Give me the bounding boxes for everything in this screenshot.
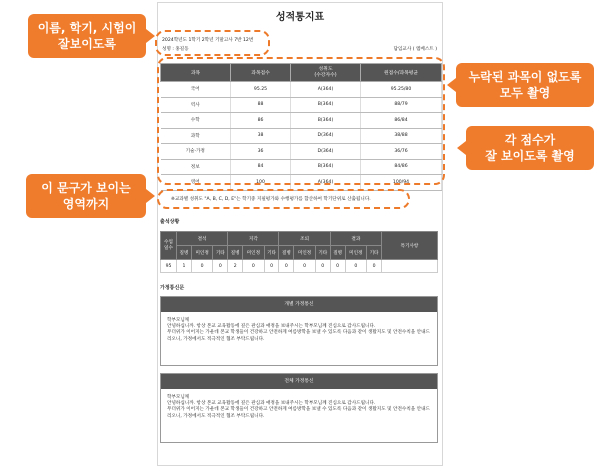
personal-comment-title: 개별 가정통신	[161, 297, 437, 312]
att-sub-header: 기타	[213, 246, 228, 260]
grade-cell-avg: 36/76	[361, 144, 442, 160]
att-sub-header: 질병	[228, 246, 243, 260]
att-value: 0	[264, 260, 279, 273]
comments-section-title: 가정통신문	[160, 285, 185, 291]
att-days-header	[161, 232, 177, 260]
grade-cell-subject: 기술·가정	[161, 144, 231, 160]
grade-cell-achievement: B(364)	[291, 113, 361, 129]
att-value	[382, 260, 438, 273]
att-sub-header: 미인정	[294, 246, 316, 260]
callout-right-top-arrow	[447, 78, 456, 92]
att-value: 0	[367, 260, 382, 273]
grade-cell-subject: 과학	[161, 128, 231, 144]
grade-cell-score: 38	[231, 128, 291, 144]
grade-cell-avg: 86/84	[361, 113, 442, 129]
grade-cell-achievement: A(364)	[291, 82, 361, 98]
callout-left-mid: 이 문구가 보이는 영역까지	[26, 174, 146, 218]
grade-cell-score: 95.25	[231, 82, 291, 98]
grade-cell-avg: 100/94	[361, 175, 442, 191]
grade-cell-avg: 84/86	[361, 159, 442, 175]
att-value: 0	[315, 260, 330, 273]
grade-cell-subject: 수학	[161, 113, 231, 129]
att-group-result: 결과	[330, 232, 381, 246]
att-sub-header: 미인정	[191, 246, 213, 260]
grade-header-achievement: 성취도 (수강자수)	[291, 64, 361, 82]
att-value: 0	[330, 260, 345, 273]
header-highlight-box	[155, 30, 270, 56]
grade-cell-achievement: B(364)	[291, 159, 361, 175]
callout-top-left: 이름, 학기, 시험이 잘보이도록	[28, 14, 146, 58]
common-line1: 안녕하십니까. 항상 본교 교육활동에 깊은 관심과 애정을 보내주시는 학부모님께 진심으로 감사드립니다.	[167, 401, 376, 407]
att-days-label-1: 수업	[164, 239, 173, 245]
att-value: 0	[191, 260, 213, 273]
att-value: 0	[213, 260, 228, 273]
callout-right-top: 누락된 과목이 없도록 모두 촬영	[456, 63, 594, 107]
callout-left-mid-arrow	[146, 189, 155, 203]
grade-cell-subject: 국어	[161, 82, 231, 98]
att-special-header: 특기사항	[382, 232, 438, 260]
common-comment-box	[160, 373, 438, 443]
att-value: 95	[161, 260, 177, 273]
attendance-table	[160, 231, 438, 273]
grade-cell-achievement: A(364)	[291, 175, 361, 191]
callout-right-mid-arrow	[457, 141, 466, 155]
personal-line2: 무더위가 이어지는 가운데 본교 학생들이 건강하고 안전하게 여름방학을 보낼 수 있도록 다음과 같이 생활지도 및 안전수칙을 안내드리오니, 가정에서도 적극적인 협조 부탁드립니다.	[167, 330, 430, 342]
att-group-absence: 결석	[177, 232, 228, 246]
att-sub-header: 질병	[330, 246, 345, 260]
personal-comment-box	[160, 296, 438, 366]
grade-cell-score: 36	[231, 144, 291, 160]
grade-cell-avg: 38/88	[361, 128, 442, 144]
grade-cell-achievement: D(364)	[291, 128, 361, 144]
teacher-name: 담임교사 ( 엠베스트 )	[393, 47, 437, 52]
att-days-label-2: 일수	[164, 245, 173, 251]
achievement-note: ※교과별 성취도 "A, B, C, D, E"는 학기중 지필평가와 수행평가를 합산하여 학기단위로 산출됩니다.	[171, 197, 371, 202]
grade-cell-score: 88	[231, 97, 291, 113]
att-value: 2	[228, 260, 243, 273]
grade-cell-avg: 88/79	[361, 97, 442, 113]
grade-cell-achievement: B(364)	[291, 97, 361, 113]
attendance-section-title: 출석상황	[160, 219, 180, 225]
att-sub-header: 기타	[264, 246, 279, 260]
att-value: 0	[345, 260, 367, 273]
personal-greeting: 학부모님께	[167, 318, 190, 323]
att-value: 1	[177, 260, 192, 273]
grade-header-score: 과목점수	[231, 64, 291, 82]
grade-cell-subject: 영어	[161, 175, 231, 191]
att-sub-header: 질병	[177, 246, 192, 260]
grade-highlight-box	[157, 57, 445, 185]
common-greeting: 학부모님께	[167, 395, 190, 400]
att-group-late: 지각	[228, 232, 279, 246]
callout-right-mid: 각 점수가 잘 보이도록 촬영	[466, 126, 594, 170]
att-sub-header: 미인정	[243, 246, 265, 260]
grade-cell-subject: 역사	[161, 97, 231, 113]
att-sub-header: 기타	[315, 246, 330, 260]
grade-cell-achievement: D(364)	[291, 144, 361, 160]
att-value: 0	[294, 260, 316, 273]
exam-info: 2024학년도 1학기 2학년 기말고사 7반 12번	[162, 38, 254, 43]
att-sub-header: 미인정	[345, 246, 367, 260]
callout-top-left-arrow	[146, 29, 155, 43]
student-name: 성명 : 홍길동	[162, 47, 189, 52]
grade-cell-score: 84	[231, 159, 291, 175]
grade-cell-score: 100	[231, 175, 291, 191]
grade-cell-avg: 95.25/80	[361, 82, 442, 98]
grade-cell-score: 86	[231, 113, 291, 129]
common-line2: 무더위가 이어지는 가운데 본교 학생들이 건강하고 안전하게 여름방학을 보낼 수 있도록 다음과 같이 생활지도 및 안전수칙을 안내드리오니, 가정에서도 적극적인 협조 부탁드립니다.	[167, 407, 430, 419]
att-sub-header: 질병	[279, 246, 294, 260]
note-highlight-box	[157, 189, 410, 209]
grade-cell-subject: 정보	[161, 159, 231, 175]
att-value: 0	[279, 260, 294, 273]
common-comment-title: 전체 가정통신	[161, 374, 437, 389]
att-sub-header: 기타	[367, 246, 382, 260]
grade-header-subject: 과목	[161, 64, 231, 82]
personal-line1: 안녕하십니까. 항상 본교 교육활동에 깊은 관심과 애정을 보내주시는 학부모님께 진심으로 감사드립니다.	[167, 324, 376, 330]
grade-header-avg: 원점수/과목평균	[361, 64, 442, 82]
document-title: 성적통지표	[275, 12, 325, 23]
att-value: 0	[243, 260, 265, 273]
att-group-early: 조퇴	[279, 232, 330, 246]
